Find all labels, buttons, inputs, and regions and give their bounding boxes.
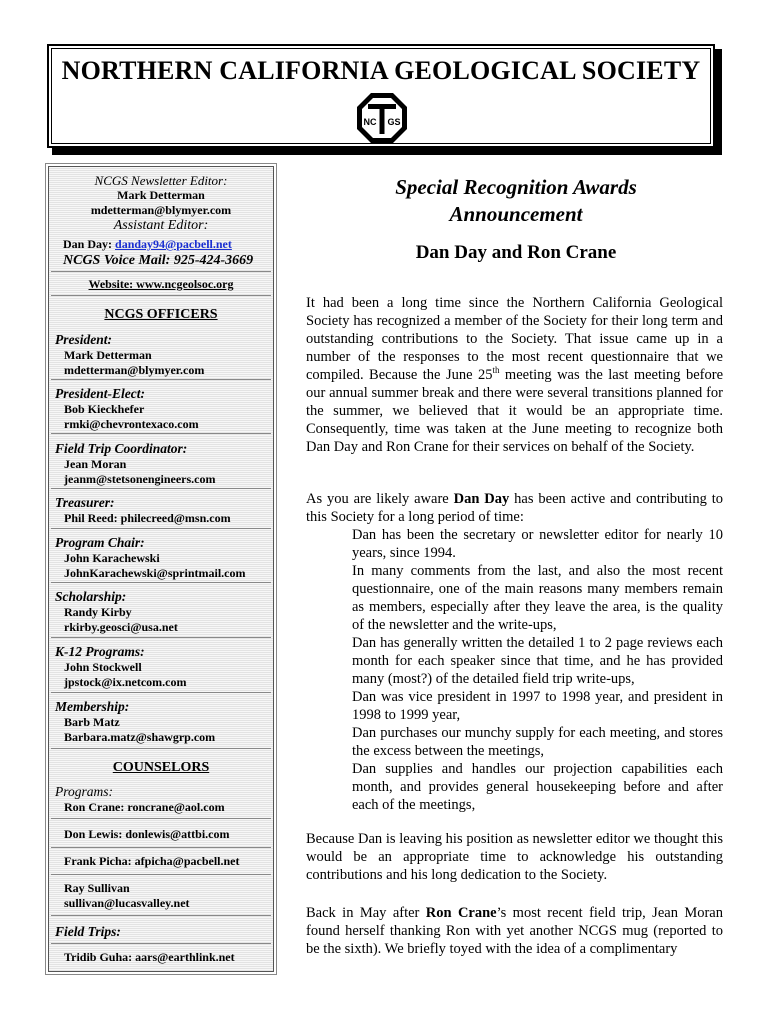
logo-text-gs: GS [387, 117, 401, 127]
officer-line: rmki@chevrontexaco.com [64, 417, 199, 431]
list-item: In many comments from the last, and also the most recent questionnaire, one of the main reasons many members remain as members, especially after they leave the area, is the quality of the newsletter and the write-ups, [352, 563, 723, 633]
ncgs-logo-icon [355, 91, 409, 145]
divider [51, 915, 271, 916]
counselor-line: Ron Crane: roncrane@aol.com [64, 800, 225, 814]
officer-program-chair [49, 534, 273, 581]
divider [51, 433, 271, 434]
editor-email: mdetterman@blymyer.com [90, 203, 232, 217]
text-run: As you are likely aware [306, 491, 454, 507]
counselor-line: Ray Sullivan [64, 881, 130, 895]
divider [51, 379, 271, 380]
officer-line: Bob Kieckhefer [64, 402, 145, 416]
text-run: meeting was the last meeting before our annual summer break and there were several transitions planned for the summer, we believed that it would be an appropriate time. Consequently, time was taken at the June meeting to recognize both Dan Day and Ron Crane for their services on behalf of the Society. [306, 367, 723, 455]
assistant-email-link[interactable]: danday94@pacbell.net [115, 237, 232, 251]
officer-line: Barbara.matz@shawgrp.com [64, 730, 216, 744]
officer-membership [49, 698, 273, 745]
divider [51, 528, 271, 529]
officer-line: John Karachewski [64, 551, 160, 565]
assistant-name: Dan Day: [63, 237, 113, 251]
list-item: Dan has been the secretary or newsletter editor for nearly 10 years, since 1994. [352, 527, 723, 561]
name-ron-crane: Ron Crane [425, 905, 497, 921]
article-title-line2: Announcement [449, 202, 583, 226]
article-title-line1: Special Recognition Awards [395, 175, 637, 199]
name-dan-day: Dan Day [453, 491, 510, 507]
counselor-programs [49, 783, 273, 815]
paragraph-ron-crane [306, 904, 723, 958]
officer-president-elect [49, 385, 273, 432]
text-run: Because Dan is leaving his position as newsletter editor we thought this would be an appropriate time to acknowledge his outstanding contributions and his long dedication to the Society. [306, 831, 723, 883]
officer-role: Scholarship: [55, 589, 127, 604]
field-trips-contact: Tridib Guha: aars@earthlink.net [64, 950, 235, 964]
officer-line: JohnKarachewski@sprintmail.com [64, 566, 246, 580]
divider [51, 582, 271, 583]
divider [51, 847, 271, 848]
officer-president [49, 331, 273, 378]
masthead [47, 44, 715, 148]
officer-role: Program Chair: [55, 535, 145, 550]
text-run: ’s most recent field trip, Jean Moran found herself thanking Ron with yet another NCGS mug (reported to be the sixth). We briefly toyed with the idea of a complimentary [306, 905, 723, 957]
contribution-list [352, 526, 723, 814]
voice-mail: NCGS Voice Mail: 925-424-3669 [63, 253, 254, 268]
divider [51, 637, 271, 638]
divider [51, 488, 271, 489]
officer-treasurer [49, 494, 273, 526]
divider [51, 295, 271, 296]
officer-role: President-Elect: [55, 386, 145, 401]
text-run: Back in May after [306, 905, 426, 921]
editor-block [49, 173, 273, 233]
officer-line: Phil Reed: philecreed@msn.com [64, 511, 231, 525]
divider [51, 874, 271, 875]
society-title: NORTHERN CALIFORNIA GEOLOGICAL SOCIETY [61, 56, 701, 85]
assistant-line [49, 237, 287, 252]
officers-heading: NCGS OFFICERS [104, 307, 218, 322]
officer-line: Randy Kirby [64, 605, 132, 619]
superscript: th [492, 365, 500, 376]
assistant-label: Assistant Editor: [113, 218, 209, 233]
counselor-sullivan [49, 881, 273, 911]
counselor-line: Don Lewis: donlewis@attbi.com [64, 827, 230, 841]
officer-line: Barb Matz [64, 715, 120, 729]
counselor-line: Frank Picha: afpicha@pacbell.net [64, 854, 240, 868]
counselor-role: Programs: [55, 784, 114, 799]
list-item: Dan was vice president in 1997 to 1998 year, and president in 1998 to 1999 year, [352, 689, 723, 723]
paragraph-dan-day [306, 490, 723, 526]
officer-line: John Stockwell [64, 660, 142, 674]
counselor-line: sullivan@lucasvalley.net [64, 896, 190, 910]
officer-scholarship [49, 588, 273, 635]
officer-role: Membership: [55, 699, 130, 714]
officer-line: mdetterman@blymyer.com [64, 363, 205, 377]
text-run: It had been a long time since the Northern California Geological Society has recognized a member of the Society for their long term and outstanding contributions to the Society. That issue came up in a number of the responses to the most recent questionnaire that we compiled. Because the June 25 [306, 295, 723, 383]
article-subtitle: Dan Day and Ron Crane [415, 242, 617, 263]
officer-field-trip [49, 440, 273, 487]
sidebar [48, 166, 274, 972]
website-link[interactable]: Website: www.ncgeolsoc.org [88, 277, 234, 291]
officer-line: Mark Detterman [64, 348, 152, 362]
logo-text-nc: NC [363, 117, 377, 127]
divider [51, 748, 271, 749]
officer-line: jpstock@ix.netcom.com [64, 675, 187, 689]
list-item: Dan supplies and handles our projection capabilities each month, and provides general housekeeping before and after each of the meetings, [352, 761, 723, 813]
list-item: Dan has generally written the detailed 1 to 2 page reviews each month for each speaker since that time, and he has provided many (most?) of the detailed field trip write-ups, [352, 635, 723, 687]
officer-k12 [49, 643, 273, 690]
officer-line: jeanm@stetsonengineers.com [64, 472, 216, 486]
text-run: has been active and contributing to this Society for a long period of time: [306, 491, 723, 525]
officer-role: K-12 Programs: [55, 644, 145, 659]
officer-role: Field Trip Coordinator: [55, 441, 188, 456]
officer-role: Treasurer: [55, 495, 115, 510]
paragraph-intro [306, 294, 723, 456]
officer-line: Jean Moran [64, 457, 127, 471]
divider [51, 271, 271, 272]
officer-role: President: [55, 332, 112, 347]
editor-label: NCGS Newsletter Editor: [94, 173, 228, 188]
divider [51, 818, 271, 819]
divider [51, 943, 271, 944]
editor-name: Mark Detterman [117, 188, 205, 202]
officer-line: rkirby.geosci@usa.net [64, 620, 178, 634]
counselors-heading: COUNSELORS [112, 760, 210, 775]
paragraph-leaving [306, 830, 723, 884]
list-item: Dan purchases our munchy supply for each meeting, and stores the excess between the meetings, [352, 725, 723, 759]
divider [51, 692, 271, 693]
field-trips-label: Field Trips: [55, 924, 121, 939]
